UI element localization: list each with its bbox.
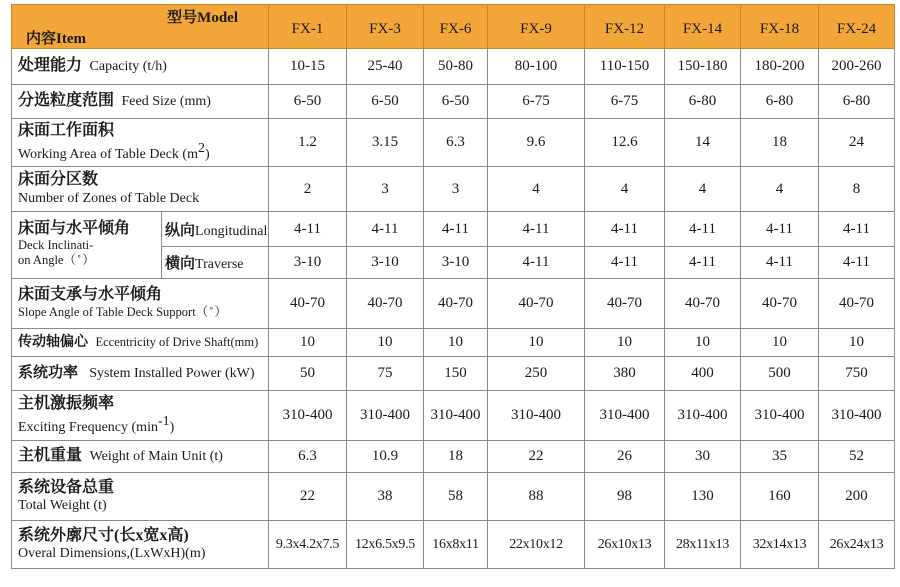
- label-dimensions: 系统外廓尺寸(长x宽x高) Overal Dimensions,(LxWxH)(m): [12, 521, 269, 569]
- label-feed-size: 分选粒度范围 Feed Size (mm): [12, 85, 269, 119]
- row-inclination-longitudinal: [12, 212, 895, 247]
- cell: 250: [488, 357, 585, 391]
- cell: 150: [424, 357, 488, 391]
- cell: 750: [819, 357, 895, 391]
- cell: 22: [488, 441, 585, 473]
- cell: 10: [665, 329, 741, 357]
- spec-table-container: [11, 4, 895, 569]
- cell: 50: [269, 357, 347, 391]
- row-slope: [12, 279, 895, 329]
- cell: 3-10: [424, 247, 488, 279]
- cell: 14: [665, 119, 741, 167]
- cell: 40-70: [819, 279, 895, 329]
- cell: 26x10x13: [585, 521, 665, 569]
- label-eccentricity: 传动轴偏心 Eccentricity of Drive Shaft(mm): [12, 329, 269, 357]
- cell: 3-10: [269, 247, 347, 279]
- cell: 4-11: [424, 212, 488, 247]
- cell: 310-400: [269, 391, 347, 441]
- cell: 6-80: [665, 85, 741, 119]
- cell: 200-260: [819, 49, 895, 85]
- cell: 26: [585, 441, 665, 473]
- label-frequency: 主机激振频率 Exciting Frequency $(\min^{-1})$: [12, 391, 269, 441]
- cell: 22: [269, 473, 347, 521]
- row-zones: [12, 167, 895, 212]
- cell: 12x6.5x9.5: [347, 521, 424, 569]
- cell: 150-180: [665, 49, 741, 85]
- label-total-weight: 系统设备总重 Total Weight (t): [12, 473, 269, 521]
- cell: 40-70: [424, 279, 488, 329]
- cell: 6-50: [269, 85, 347, 119]
- row-working-area: [12, 119, 895, 167]
- cell: 4-11: [269, 212, 347, 247]
- cell: 40-70: [347, 279, 424, 329]
- cell: 4: [665, 167, 741, 212]
- cell: 4: [488, 167, 585, 212]
- model-header-2: FX-3: [347, 5, 424, 49]
- cell: 80-100: [488, 49, 585, 85]
- cell: 6-80: [819, 85, 895, 119]
- cell: 10: [741, 329, 819, 357]
- model-label: 型号Model: [167, 10, 238, 26]
- cell: 380: [585, 357, 665, 391]
- cell: 9.6: [488, 119, 585, 167]
- header-row: [12, 5, 895, 49]
- cell: 310-400: [665, 391, 741, 441]
- cell: 10.9: [347, 441, 424, 473]
- cell: 26x24x13: [819, 521, 895, 569]
- label-capacity: 处理能力 Capacity (t/h): [12, 49, 269, 85]
- cell: 310-400: [585, 391, 665, 441]
- cell: 10: [424, 329, 488, 357]
- cell: 6-50: [347, 85, 424, 119]
- label-zones: 床面分区数 Number of Zones of Table Deck: [12, 167, 269, 212]
- cell: 310-400: [488, 391, 585, 441]
- cell: 3: [347, 167, 424, 212]
- row-main-weight: [12, 441, 895, 473]
- cell: 40-70: [665, 279, 741, 329]
- cell: 30: [665, 441, 741, 473]
- cell: 4-11: [488, 247, 585, 279]
- cell: 35: [741, 441, 819, 473]
- sub-label-longitudinal: 纵向Longitudinal: [162, 212, 269, 247]
- header-corner-cell: [12, 5, 269, 49]
- cell: 4-11: [665, 212, 741, 247]
- model-header-1: FX-1: [269, 5, 347, 49]
- cell: 40-70: [741, 279, 819, 329]
- cell: 28x11x13: [665, 521, 741, 569]
- model-header-3: FX-6: [424, 5, 488, 49]
- cell: 2: [269, 167, 347, 212]
- cell: 40-70: [488, 279, 585, 329]
- cell: 10: [269, 329, 347, 357]
- cell: 4: [741, 167, 819, 212]
- model-header-5: FX-12: [585, 5, 665, 49]
- cell: 25-40: [347, 49, 424, 85]
- cell: 40-70: [585, 279, 665, 329]
- cell: 32x14x13: [741, 521, 819, 569]
- label-slope: 床面支承与水平倾角 Slope Angle of Table Deck Support（ ̊ ）: [12, 279, 269, 329]
- cell: 4-11: [488, 212, 585, 247]
- cell: 40-70: [269, 279, 347, 329]
- model-header-4: FX-9: [488, 5, 585, 49]
- row-power: [12, 357, 895, 391]
- label-main-weight: 主机重量 Weight of Main Unit (t): [12, 441, 269, 473]
- cell: 18: [741, 119, 819, 167]
- cell: 50-80: [424, 49, 488, 85]
- cell: 6.3: [269, 441, 347, 473]
- cell: 500: [741, 357, 819, 391]
- cell: 4-11: [741, 212, 819, 247]
- row-dimensions: [12, 521, 895, 569]
- cell: 180-200: [741, 49, 819, 85]
- model-header-6: FX-14: [665, 5, 741, 49]
- cell: 10: [819, 329, 895, 357]
- cell: 75: [347, 357, 424, 391]
- cell: 4-11: [585, 212, 665, 247]
- cell: 4-11: [819, 247, 895, 279]
- cell: 4-11: [741, 247, 819, 279]
- cell: 400: [665, 357, 741, 391]
- cell: 6-50: [424, 85, 488, 119]
- cell: 88: [488, 473, 585, 521]
- cell: 4-11: [665, 247, 741, 279]
- cell: 98: [585, 473, 665, 521]
- cell: 3-10: [347, 247, 424, 279]
- row-capacity: [12, 49, 895, 85]
- cell: 22x10x12: [488, 521, 585, 569]
- cell: 310-400: [819, 391, 895, 441]
- cell: 38: [347, 473, 424, 521]
- item-label: 内容Item: [26, 31, 86, 47]
- spec-table: [11, 4, 895, 569]
- cell: 58: [424, 473, 488, 521]
- cell: 24: [819, 119, 895, 167]
- cell: 4: [585, 167, 665, 212]
- cell: 16x8x11: [424, 521, 488, 569]
- cell: 4-11: [347, 212, 424, 247]
- cell: 18: [424, 441, 488, 473]
- row-feed-size: [12, 85, 895, 119]
- cell: 10-15: [269, 49, 347, 85]
- cell: 6-80: [741, 85, 819, 119]
- cell: 12.6: [585, 119, 665, 167]
- cell: 1.2: [269, 119, 347, 167]
- cell: 52: [819, 441, 895, 473]
- cell: 6-75: [585, 85, 665, 119]
- cell: 310-400: [424, 391, 488, 441]
- cell: 200: [819, 473, 895, 521]
- cell: 4-11: [585, 247, 665, 279]
- row-total-weight: [12, 473, 895, 521]
- cell: 4-11: [819, 212, 895, 247]
- cell: 8: [819, 167, 895, 212]
- model-header-8: FX-24: [819, 5, 895, 49]
- cell: 10: [488, 329, 585, 357]
- cell: 130: [665, 473, 741, 521]
- cell: 9.3x4.2x7.5: [269, 521, 347, 569]
- cell: 3.15: [347, 119, 424, 167]
- cell: 6-75: [488, 85, 585, 119]
- cell: 10: [585, 329, 665, 357]
- cell: 10: [347, 329, 424, 357]
- row-eccentricity: [12, 329, 895, 357]
- cell: 310-400: [741, 391, 819, 441]
- cell: 6.3: [424, 119, 488, 167]
- cell: 310-400: [347, 391, 424, 441]
- label-inclination: 床面与水平倾角 Deck Inclinati- on Angle（ ̊ ）: [12, 212, 162, 279]
- row-frequency: [12, 391, 895, 441]
- sub-label-traverse: 横向Traverse: [162, 247, 269, 279]
- model-header-7: FX-18: [741, 5, 819, 49]
- label-working-area: 床面工作面积 Working Area of Table Deck $(m^2)$: [12, 119, 269, 167]
- label-power: 系统功率 System Installed Power (kW): [12, 357, 269, 391]
- cell: 110-150: [585, 49, 665, 85]
- cell: 160: [741, 473, 819, 521]
- cell: 3: [424, 167, 488, 212]
